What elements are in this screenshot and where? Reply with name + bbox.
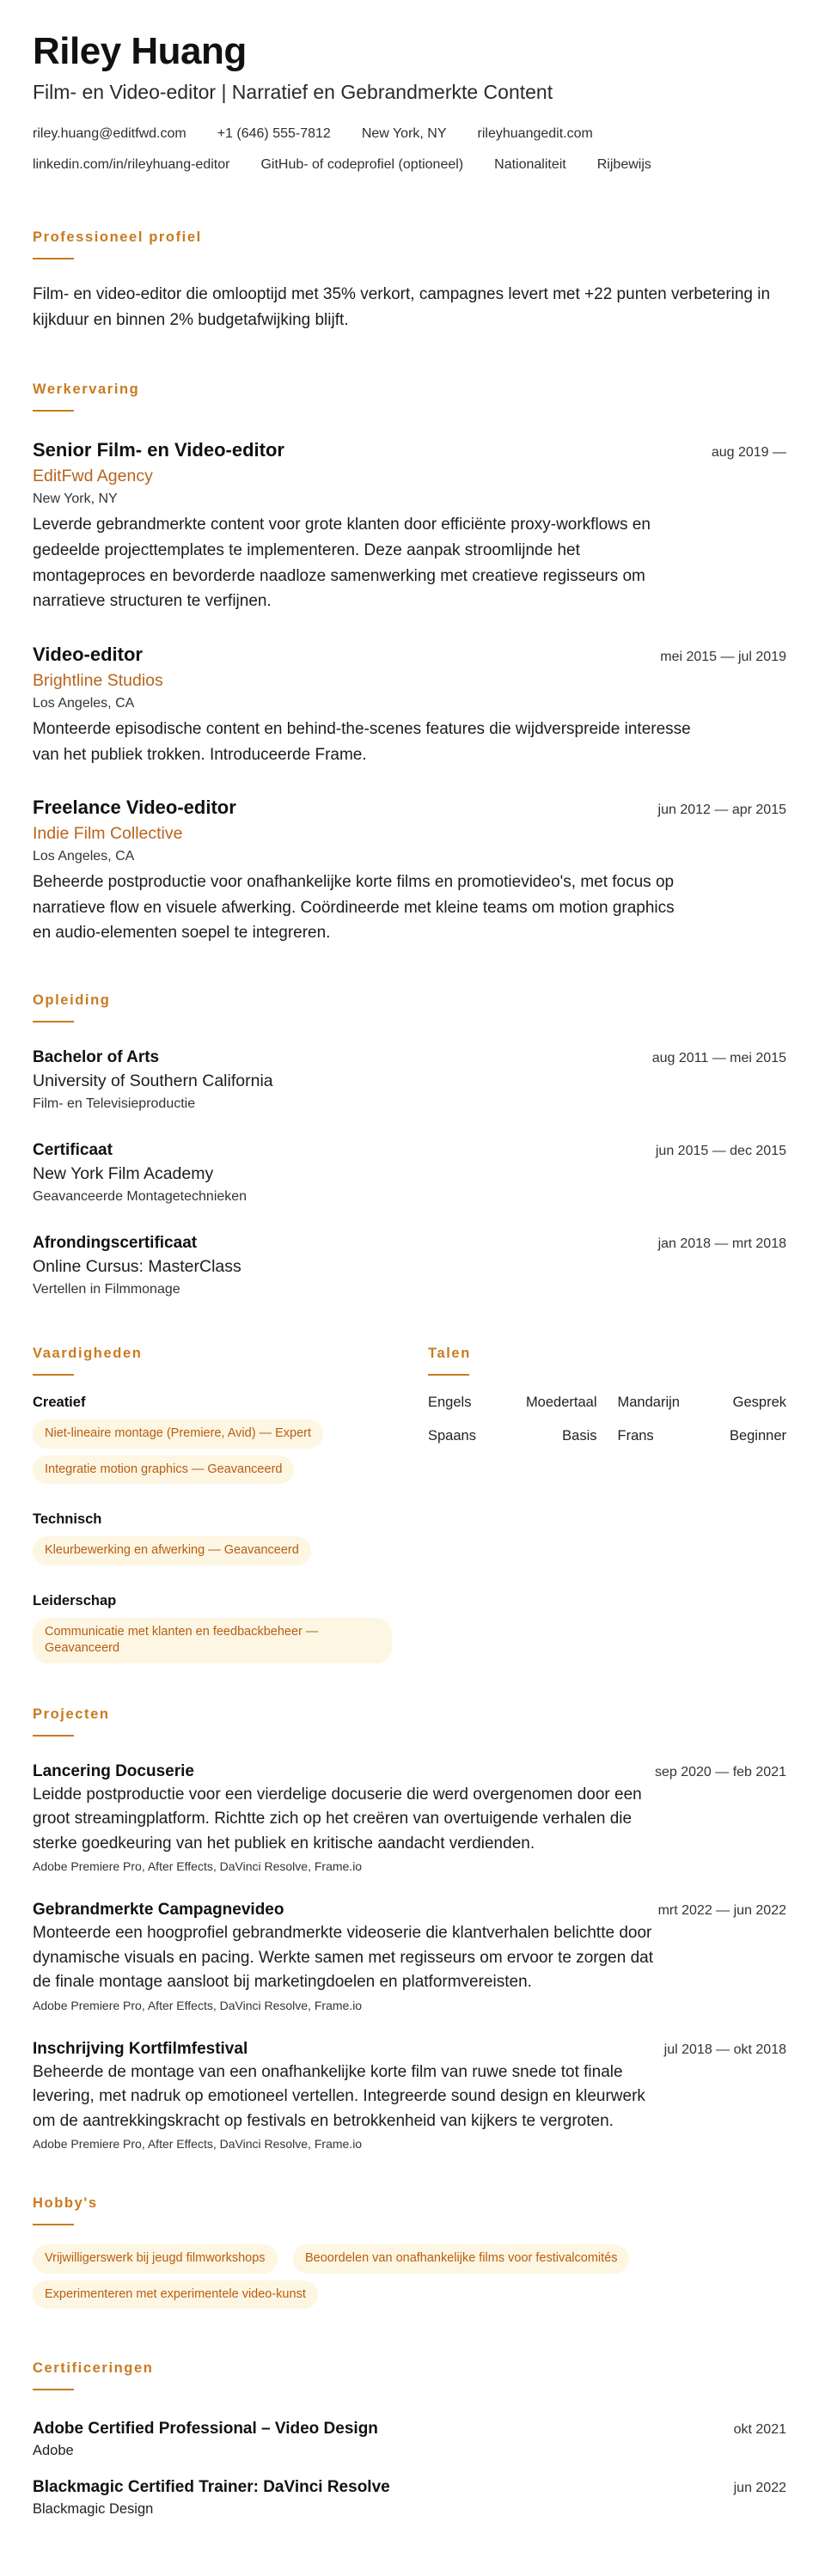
certification-issuer: Blackmagic Design [33,2501,154,2518]
skills-languages-row [33,1346,786,1670]
education-entry [33,1048,786,1112]
education-school: University of Southern California [33,1071,273,1091]
job-company: EditFwd Agency [33,467,153,486]
job-title: Freelance Video-editor [33,797,236,819]
job-location: Los Angeles, CA [33,695,135,711]
skill-chip: Communicatie met klanten en feedbackbeheer — Geavanceerd [33,1618,392,1663]
education-school: Online Cursus: MasterClass [33,1257,241,1277]
education-date: aug 2011 — mei 2015 [651,1051,786,1066]
education-degree: Certificaat [33,1141,113,1160]
language-item [618,1428,787,1444]
certification-entry [33,2420,786,2459]
certifications-section [33,2360,786,2518]
section-divider [33,2389,74,2390]
job-company: Indie Film Collective [33,824,183,844]
job-entry [33,797,786,946]
language-item [428,1395,597,1411]
project-title: Inschrijving Kortfilmfestival [33,2039,248,2058]
job-title: Senior Film- en Video-editor [33,439,284,461]
education-entry [33,1141,786,1205]
language-level: Gesprek [732,1395,786,1411]
skill-chip-list [33,1419,428,1491]
skill-category: Creatief [33,1395,86,1411]
certification-title: Adobe Certified Professional – Video Design [33,2420,378,2439]
contact-list [33,126,786,173]
section-title-experience: Werkervaring [33,382,140,398]
project-tech: Adobe Premiere Pro, After Effects, DaVinci Resolve, Frame.io [33,1998,363,2012]
profile-summary: Film- en video-editor die omlooptijd met 35% verkort, campagnes levert met +22 punten verbetering in kijkduur en binnen 2% budgetafwijking blijft. [33,285,771,330]
section-divider [33,2224,74,2225]
contact-nationality: Nationaliteit [494,157,566,173]
job-date: mei 2015 — jul 2019 [660,649,786,664]
education-date: jan 2018 — mrt 2018 [657,1236,786,1252]
section-title-projects: Projecten [33,1706,110,1722]
job-location: New York, NY [33,491,118,507]
education-field: Vertellen in Filmmonage [33,1282,180,1297]
hobbies-section [33,2195,786,2316]
education-date: jun 2015 — dec 2015 [655,1144,786,1159]
certification-date: okt 2021 [733,2422,786,2438]
language-level: Beginner [729,1428,786,1444]
section-title-education: Opleiding [33,992,111,1009]
section-divider [33,1021,74,1022]
contact-email[interactable]: riley.huang@editfwd.com [33,126,186,142]
job-date: aug 2019 — [711,445,786,461]
project-tech: Adobe Premiere Pro, After Effects, DaVinci Resolve, Frame.io [33,2137,363,2152]
language-name: Engels [428,1395,472,1411]
hobby-chip: Experimenteren met experimentele video-kunst [33,2280,318,2310]
job-description: Monteerde episodische content en behind-the-scenes features die wijdverspreide interesse van het publiek trokken. Introduceerde Frame. [33,719,691,764]
education-entry [33,1234,786,1297]
job-description: Beheerde postproductie voor onafhankelijke korte films en promotievideo's, met focus op narratieve flow en visuele afwerking. Coördineerde met kleine teams om motion graphics en audio-elementen soepel te integreren. [33,873,675,943]
job-company: Brightline Studios [33,670,163,690]
candidate-headline: Film- en Video-editor | Narratief en Gebrandmerkte Content [33,81,553,104]
project-description: Beheerde de montage van een onafhankelijke korte film van ruwe snede tot finale levering, met nadruk op emotioneel vertellen. Integreerde sound design en kleurwerk om de aantrekkingskracht op festivals en betrokkenheid van kijkers te vergroten. [33,2062,645,2130]
certification-date: jun 2022 [733,2481,786,2496]
job-title: Video-editor [33,643,143,665]
section-divider [33,1735,74,1737]
project-date: sep 2020 — feb 2021 [654,1764,786,1779]
section-divider [33,410,74,412]
project-entry [33,1901,786,2012]
skill-category: Technisch [33,1511,102,1528]
education-section [33,992,786,1297]
section-divider [33,1374,74,1376]
project-description: Monteerde een hoogprofiel gebrandmerkte videoserie die klantverhalen belichtte door dynamische visuals en pacing. Werkte samen met regisseurs om ervoor te zorgen dat de finale montage aansloot bij marketingdoelen en platformvereisten. [33,1924,653,1992]
language-name: Mandarijn [617,1395,680,1411]
contact-linkedin[interactable]: linkedin.com/in/rileyhuang-editor [33,157,230,173]
language-item [618,1395,787,1411]
education-school: New York Film Academy [33,1164,214,1184]
certification-entry [33,2478,786,2518]
job-description: Leverde gebrandmerkte content voor grote klanten door efficiënte proxy-workflows en gedeelde projecttemplates te implementeren. Deze aanpak stroomlijnde het montageproces en bevorderde naadloze samenwerking met creatieve regisseurs om narratieve structuren te verfijnen. [33,516,651,611]
language-item [428,1428,597,1444]
skill-category: Leiderschap [33,1592,117,1608]
education-field: Film- en Televisieproductie [33,1096,196,1112]
project-title: Lancering Docuserie [33,1761,194,1780]
education-degree: Afrondingscertificaat [33,1234,198,1253]
job-entry [33,439,786,614]
section-divider [33,258,74,259]
section-title-languages: Talen [428,1346,471,1362]
job-entry [33,644,786,767]
section-title-certifications: Certificeringen [33,2360,154,2377]
job-location: Los Angeles, CA [33,849,135,864]
education-field: Geavanceerde Montagetechnieken [33,1189,248,1205]
project-description: Leidde postproductie voor een vierdelige docuserie die werd overgenomen door een groot streamingplatform. Richtte zich op het creëren van overtuigende verhalen die sterke goedkeuring van het publiek en kritische aandacht verdienden. [33,1785,642,1853]
job-date: jun 2012 — apr 2015 [657,803,786,818]
experience-section [33,382,786,946]
contact-github[interactable]: GitHub- of codeprofiel (optioneel) [260,157,464,173]
project-tech: Adobe Premiere Pro, After Effects, DaVinci Resolve, Frame.io [33,1859,363,1874]
hobby-chip: Beoordelen van onafhankelijke films voor festivalcomités [293,2244,630,2274]
skill-chip: Kleurbewerking en afwerking — Geavanceerd [33,1536,311,1566]
project-entry [33,1762,786,1874]
section-title-skills: Vaardigheden [33,1346,143,1362]
hobby-chip: Vrijwilligerswerk bij jeugd filmworkshops [33,2244,278,2274]
certification-title: Blackmagic Certified Trainer: DaVinci Resolve [33,2478,390,2497]
hobby-chip-list [33,2244,772,2316]
projects-section [33,1706,786,2152]
project-entry [33,2040,786,2152]
languages-section [428,1346,786,1670]
language-level: Moedertaal [525,1395,597,1411]
language-name: Frans [617,1428,654,1444]
section-divider [428,1374,469,1376]
section-title-profile: Professioneel profiel [33,229,202,246]
education-degree: Bachelor of Arts [33,1048,160,1067]
profile-section [33,229,786,333]
project-title: Gebrandmerkte Campagnevideo [33,1901,284,1920]
skill-chip: Niet-lineaire montage (Premiere, Avid) — Expert [33,1419,323,1449]
language-level: Basis [562,1428,597,1444]
contact-location: New York, NY [361,126,447,142]
contact-license: Rijbewijs [596,157,651,173]
skill-chip-list [33,1536,428,1572]
candidate-name: Riley Huang [33,30,247,72]
language-name: Spaans [428,1428,476,1444]
skills-section [33,1346,428,1670]
skill-chip: Integratie motion graphics — Geavanceerd [33,1456,294,1485]
project-date: jul 2018 — okt 2018 [663,2042,786,2057]
skill-chip-list [33,1618,428,1670]
project-date: mrt 2022 — jun 2022 [657,1903,786,1919]
language-list [428,1395,786,1444]
certification-issuer: Adobe [33,2443,74,2459]
section-title-hobbies: Hobby's [33,2195,98,2212]
contact-phone[interactable]: +1 (646) 555-7812 [217,126,331,142]
contact-website[interactable]: rileyhuangedit.com [477,126,593,142]
